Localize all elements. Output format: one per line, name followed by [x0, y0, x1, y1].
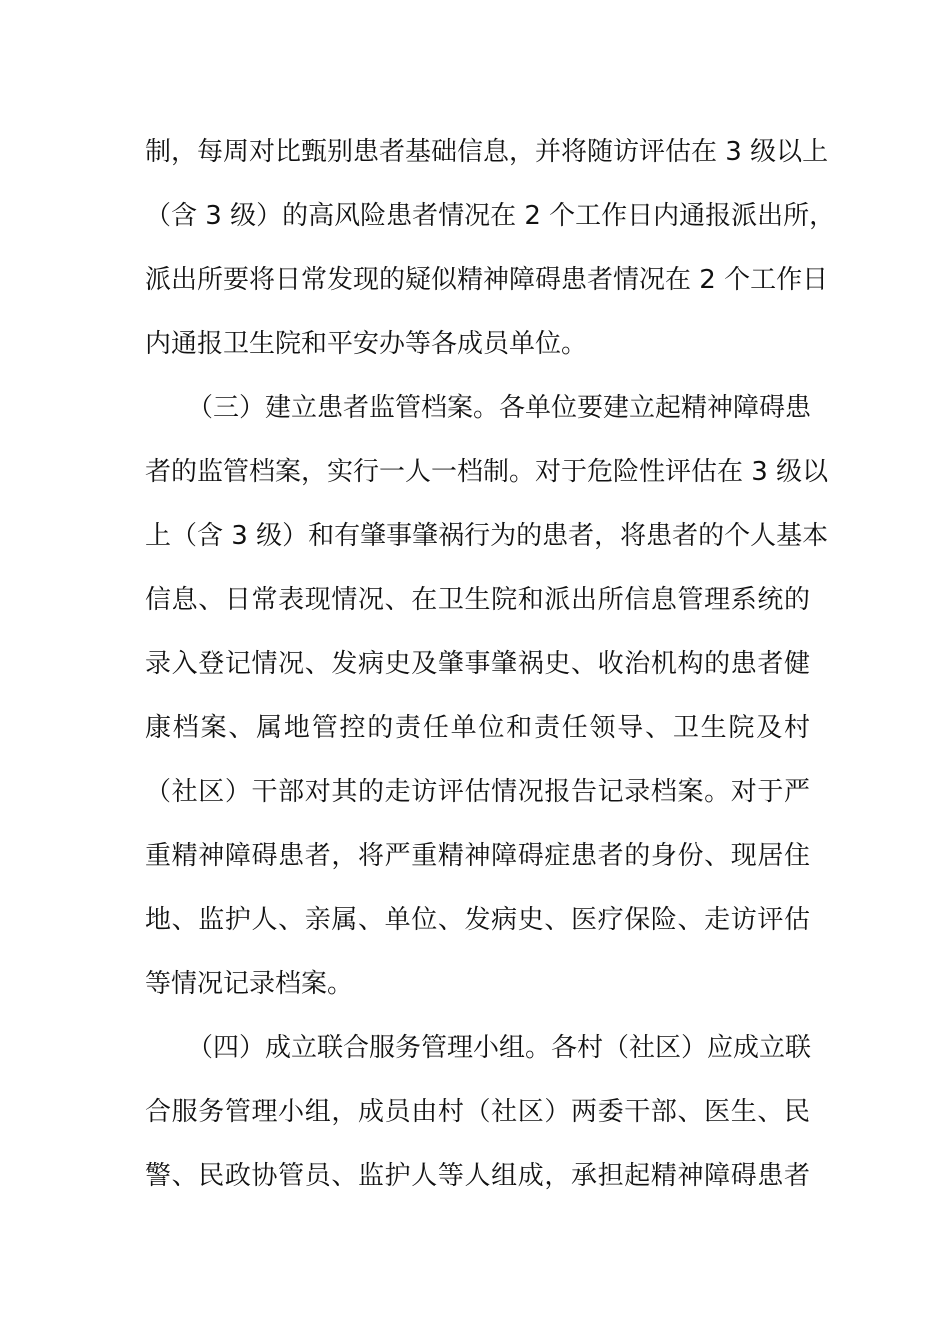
- text-line-2: （含 3 级）的高风险患者情况在 2 个工作日内通报派出所，: [145, 201, 836, 231]
- text-line-6: 者的监管档案，实行一人一档制。对于危险性评估在 3 级以: [145, 457, 829, 487]
- text-line-17: 警、民政协管员、监护人等人组成，承担起精神障碍患者: [145, 1161, 810, 1191]
- text-line-1: 制，每周对比甄别患者基础信息，并将随访评估在 3 级以上: [145, 137, 829, 167]
- section-three-heading-line: （三）建立患者监管档案。各单位要建立起精神障碍患: [187, 393, 812, 423]
- text-line-7: 上（含 3 级）和有肇事肇祸行为的患者，将患者的个人基本: [145, 521, 829, 551]
- text-line-14: 等情况记录档案。: [145, 969, 354, 999]
- text-line-10: 康档案、属地管控的责任单位和责任领导、卫生院及村: [145, 713, 810, 743]
- text-line-4: 内通报卫生院和平安办等各成员单位。: [145, 329, 588, 359]
- text-line-11: （社区）干部对其的走访评估情况报告记录档案。对于严: [145, 777, 810, 807]
- text-line-12: 重精神障碍患者，将严重精神障碍症患者的身份、现居住: [145, 841, 810, 871]
- text-line-3: 派出所要将日常发现的疑似精神障碍患者情况在 2 个工作日: [145, 265, 829, 295]
- text-line-13: 地、监护人、亲属、单位、发病史、医疗保险、走访评估: [145, 905, 810, 935]
- section-four-heading-line: （四）成立联合服务管理小组。各村（社区）应成立联: [187, 1033, 812, 1063]
- text-line-9: 录入登记情况、发病史及肇事肇祸史、收治机构的患者健: [145, 649, 810, 679]
- text-line-16: 合服务管理小组，成员由村（社区）两委干部、医生、民: [145, 1097, 810, 1127]
- text-line-8: 信息、日常表现情况、在卫生院和派出所信息管理系统的: [145, 585, 810, 615]
